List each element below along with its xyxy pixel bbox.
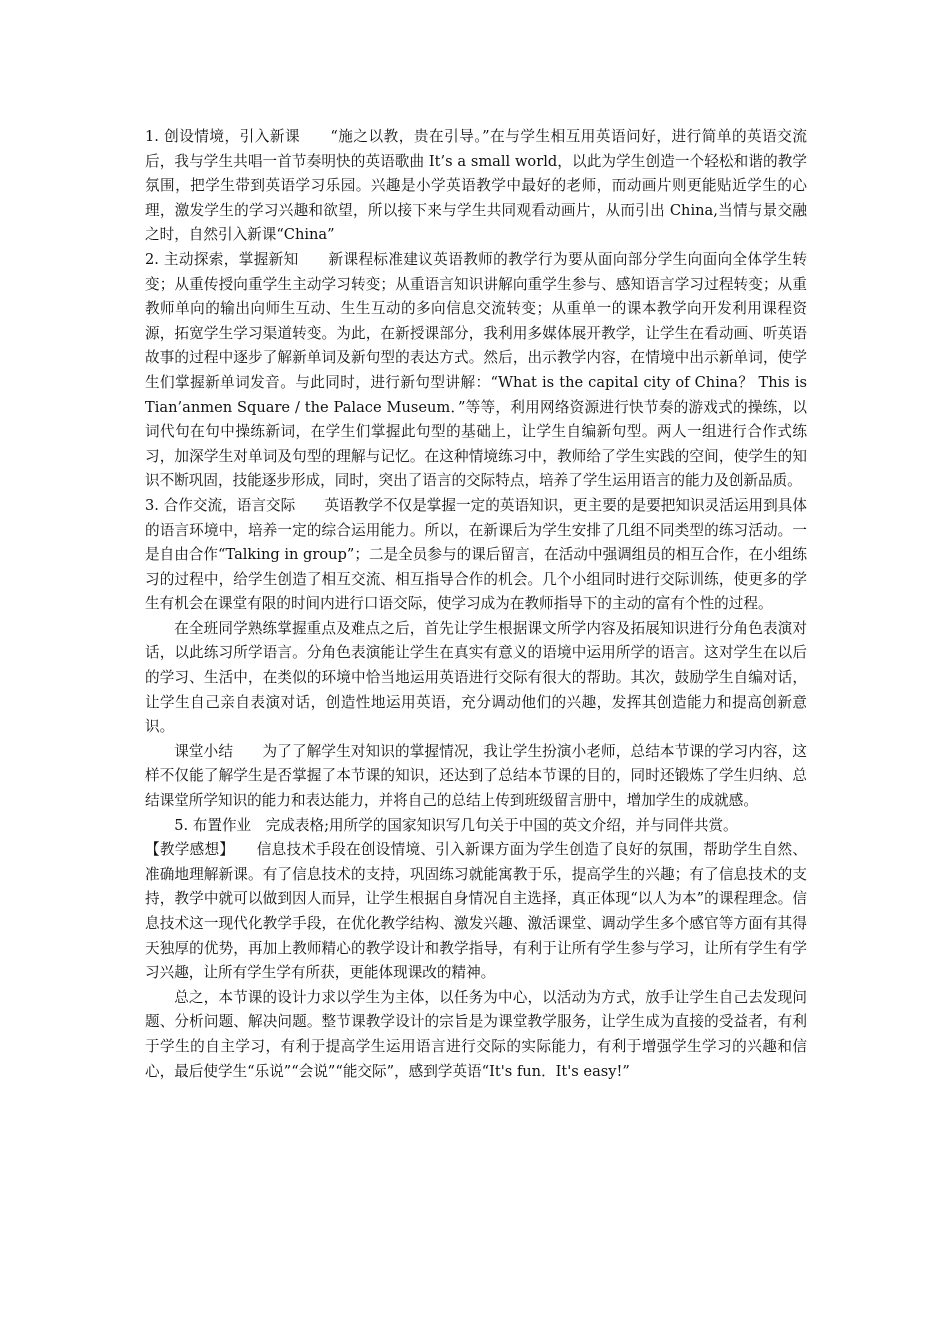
section-2-paragraph: 2. 主动探索，掌握新知 新课程标准建议英语教师的教学行为要从面向部分学生向面向全体学生转变；从重传授向重学生主动学习转变；从重语言知识讲解向重学生参与、感知语言学习过程转变；从重教师单向的输出向师生互动、生生互动的多向信息交流转变；从重单一的课本教学向开发利用课程资源，拓宽学生学习渠道转变。为此，在新授课部分，我利用多媒体展开教学，让学生在看动画、听英语故事的过程中逐步了解新单词及新句型的表达方式。然后，出示教学内容，在情境中出示新单词，使学生们掌握新单词发音。与此同时，进行新句型讲解：“What is the capital city of China？ This is Tian’anmen Square / the Palace Museum．”等等，利用网络资源进行快节奏的游戏式的操练，以词代句在句中操练新词，在学生们掌握此句型的基础上，让学生自编新句型。两人一组进行合作式练习，加深学生对单词及句型的理解与记忆。在这种情境练习中，教师给了学生实践的空间，使学生的知识不断巩固，技能逐步形成，同时，突出了语言的交际特点，培养了学生运用语言的能力及创新品质。: [145, 250, 807, 490]
homework-paragraph: 5. 布置作业 完成表格;用所学的国家知识写几句关于中国的英文介绍，并与同伴共赏。: [174, 816, 738, 834]
teaching-reflection-paragraph: 【教学感想】 信息技术手段在创设情境、引入新课方面为学生创造了良好的氛围，帮助学生自然、准确地理解新课。有了信息技术的支持，巩固练习就能寓教于乐，提高学生的兴趣；有了信息技术的支持，教学中就可以做到因人而异，让学生根据自身情况自主选择，真正体现“以人为本”的课程理念。信息技术这一现代化教学手段，在优化教学结构、激发兴趣、激活课堂、调动学生多个感官等方面有其得天独厚的优势，再加上教师精心的教学设计和教学指导，有利于让所有学生参与学习，让所有学生有学习兴趣，让所有学生学有所获，更能体现课改的精神。: [145, 841, 807, 982]
section-1-paragraph: 1. 创设情境，引入新课 “施之以教，贵在引导。”在与学生相互用英语问好，进行简单的英语交流后，我与学生共唱一首节奏明快的英语歌曲 It’s a small world，以此为学生创造一个轻松和谐的教学氛围，把学生带到英语学习乐园。兴趣是小学英语教学中最好的老师，而动画片则更能贴近学生的心理，激发学生的学习兴趣和欲望，所以接下来与学生共同观看动画片，从而引出 China,当情与景交融之时，自然引入新课“China”: [145, 128, 807, 244]
role-play-paragraph: 在全班同学熟练掌握重点及难点之后，首先让学生根据课文所学内容及拓展知识进行分角色表演对话，以此练习所学语言。分角色表演能让学生在真实有意义的语境中运用所学的语言。这对学生在以后的学习、生活中，在类似的环境中恰当地运用英语进行交际有很大的帮助。其次，鼓励学生自编对话，让学生自己亲自表演对话，创造性地运用英语，充分调动他们的兴趣，发挥其创造能力和提高创新意识。: [145, 619, 807, 736]
class-summary-paragraph: 课堂小结 为了了解学生对知识的掌握情况，我让学生扮演小老师，总结本节课的学习内容，这样不仅能了解学生是否掌握了本节课的知识，还达到了总结本节课的目的，同时还锻炼了学生归纳、总结课堂所学知识的能力和表达能力，并将自己的总结上传到班级留言册中，增加学生的成就感。: [145, 742, 807, 810]
section-3-paragraph: 3. 合作交流，语言交际 英语教学不仅是掌握一定的英语知识，更主要的是要把知识灵活运用到具体的语言环境中，培养一定的综合运用能力。所以，在新课后为学生安排了几组不同类型的练习活动。一是自由合作“Talking in group”；二是全员参与的课后留言，在活动中强调组员的相互合作，在小组练习的过程中，给学生创造了相互交流、相互指导合作的机会。几个小组同时进行交际训练，使更多的学生有机会在课堂有限的时间内进行口语交际，使学习成为在教师指导下的主动的富有个性的过程。: [145, 496, 807, 613]
conclusion-paragraph: 总之，本节课的设计力求以学生为主体，以任务为中心，以活动为方式，放手让学生自己去发现问题、分析问题、解决问题。整节课教学设计的宗旨是为课堂教学服务，让学生成为直接的受益者，有利于学生的自主学习，有利于提高学生运用语言进行交际的实际能力，有利于增强学生学习的兴趣和信心，最后使学生“乐说”“会说”“能交际”，感到学英语“It's fun．It's easy!”: [145, 988, 807, 1080]
document-body: [145, 125, 807, 1084]
